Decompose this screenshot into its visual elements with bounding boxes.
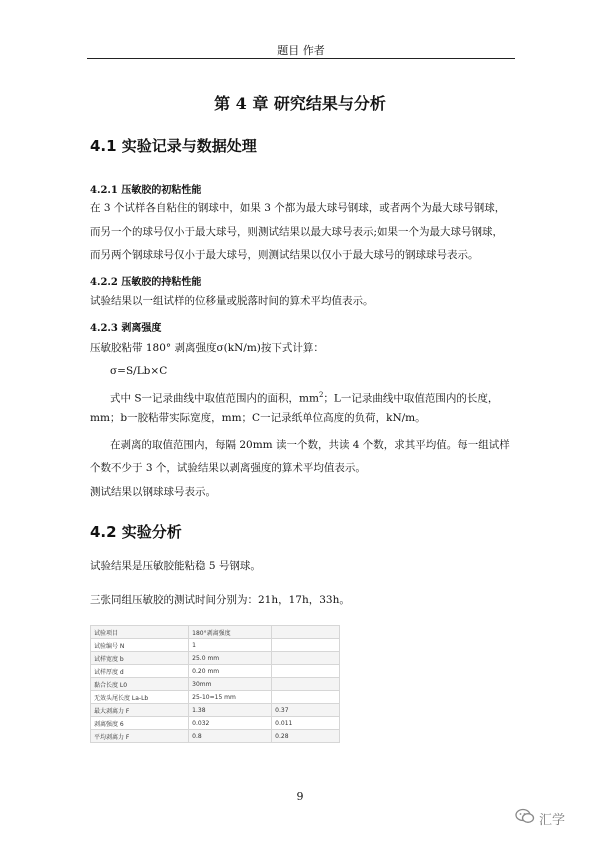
paragraph-line: 在 3 个试样各自粘住的钢球中，如果 3 个都为最大球号钢球，或者两个为最大球号钢球， [90, 202, 506, 214]
paragraph-line: 在剥离的取值范围内，每隔 20mm 读一个数，共读 4 个数，求其平均值。每一组试样 [110, 439, 510, 451]
formula: σ=S/Lb×C [110, 365, 168, 377]
header-rule [87, 58, 515, 59]
table-row: 试验项目 180°剥离强度 [91, 626, 340, 639]
paragraph-line: 而另两个钢球球号仅小于最大球号，则测试结果以仅小于最大球号的钢球球号表示。 [90, 249, 479, 261]
subsection-4-2-2-title: 4.2.2 压敏胶的持粘性能 [90, 277, 202, 288]
definition-line: 式中 S一记录曲线中取值范围内的面积，$mm^2$；L一记录曲线中取值范围内的长度， [110, 391, 499, 405]
table-row: 黏合长度 L0 30mm [91, 678, 340, 691]
page-number: 9 [296, 790, 304, 803]
paragraph-line: 三张同组压敏胶的测试时间分别为：21h，17h，33h。 [90, 594, 350, 606]
paragraph-line: 个数不少于 3 个，试验结果以剥离强度的算术平均值表示。 [90, 462, 366, 474]
paragraph-line: 压敏胶粘带 180° 剥离强度σ(kN/m)按下式计算： [90, 342, 324, 354]
paragraph-line: 试验结果以一组试样的位移量或脱落时间的算术平均值表示。 [90, 295, 374, 307]
table-row: 最大剥离力 F 1.38 0.37 [91, 704, 340, 717]
subsection-4-2-3-title: 4.2.3 剥离强度 [90, 323, 162, 334]
definition-line: mm；b一胶粘带实际宽度，mm；C一记录纸单位高度的负荷，kN/m。 [90, 412, 426, 424]
paragraph-line: 试验结果是压敏胶能粘稳 5 号钢球。 [90, 560, 261, 572]
table-row: 无效头尾长度 La-Lb 25-10=15 mm [91, 691, 340, 704]
section-4-2-title: 4.2 实验分析 [90, 523, 182, 541]
table-row: 试样厚度 d 0.20 mm [91, 665, 340, 678]
subsection-4-2-1-title: 4.2.1 压敏胶的初粘性能 [90, 185, 202, 196]
watermark [515, 808, 565, 828]
watermark-text: 汇学 [539, 812, 566, 828]
wechat-bubbles-icon [515, 808, 535, 828]
results-table [90, 625, 340, 743]
paragraph-line: 测试结果以钢球球号表示。 [90, 486, 216, 498]
chapter-title: 第 4 章 研究结果与分析 [214, 94, 386, 113]
paragraph-line: 而另一个的球号仅小于最大球号，则测试结果以最大球号表示;如果一个为最大球号钢球， [90, 226, 504, 238]
running-header: 题目 作者 [277, 44, 325, 57]
table-row: 剥离强度 6 0.032 0.011 [91, 717, 340, 730]
table-row: 试样宽度 b 25.0 mm [91, 652, 340, 665]
table-row: 试验编号 N 1 [91, 639, 340, 652]
section-4-1-title: 4.1 实验记录与数据处理 [90, 137, 257, 155]
table-row: 平均剥离力 F 0.8 0.28 [91, 730, 340, 743]
